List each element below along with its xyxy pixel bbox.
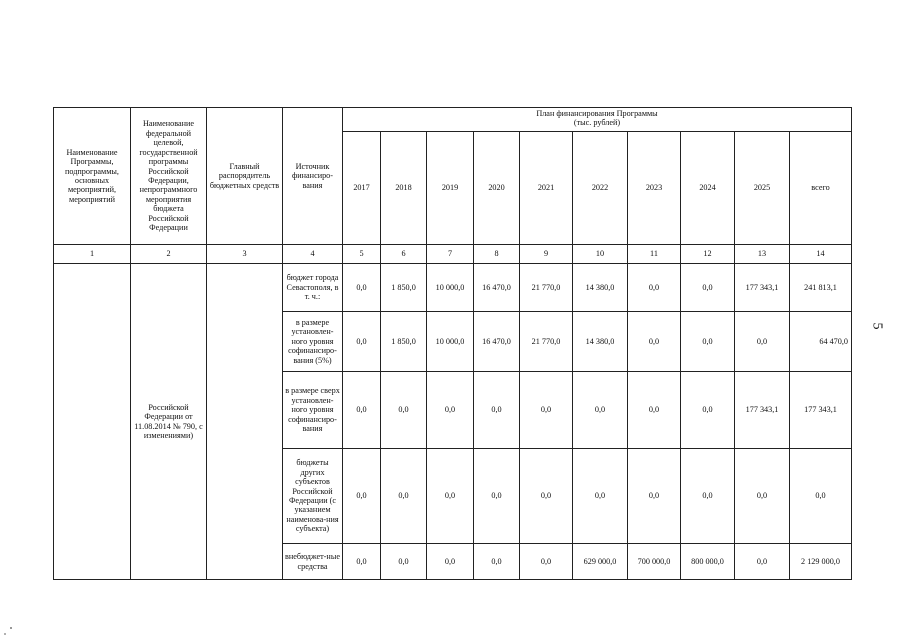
- value-cell: 800 000,0: [681, 544, 735, 580]
- value-cell: 0,0: [681, 264, 735, 312]
- year-header: 2017: [343, 132, 381, 245]
- value-cell: 0,0: [520, 449, 573, 544]
- year-header: 2022: [573, 132, 628, 245]
- scan-speck: [4, 633, 6, 635]
- value-cell: 0,0: [573, 449, 628, 544]
- value-cell: 0,0: [474, 544, 520, 580]
- program-name-cell: [54, 264, 131, 580]
- value-cell: 21 770,0: [520, 264, 573, 312]
- financing-table: [53, 107, 852, 580]
- plan-title: План финансирования Программы: [536, 109, 658, 118]
- year-header: 2018: [381, 132, 427, 245]
- value-cell: 21 770,0: [520, 312, 573, 372]
- federal-program-cell: Российской Федерации от 11.08.2014 № 790, с изменениями): [131, 264, 207, 580]
- value-cell: 0,0: [520, 544, 573, 580]
- source-cell: внебюджет-ные средства: [283, 544, 343, 580]
- header-budget-manager: Главный распорядитель бюджетных средств: [207, 108, 283, 245]
- value-cell: 0,0: [681, 372, 735, 449]
- value-cell: 10 000,0: [427, 264, 474, 312]
- budget-manager-cell: [207, 264, 283, 580]
- value-cell: 0,0: [427, 544, 474, 580]
- year-header: 2019: [427, 132, 474, 245]
- value-cell: 0,0: [343, 372, 381, 449]
- col-number: 8: [474, 245, 520, 264]
- col-number: 6: [381, 245, 427, 264]
- value-cell: 0,0: [474, 372, 520, 449]
- value-cell: 0,0: [381, 544, 427, 580]
- value-cell: 16 470,0: [474, 312, 520, 372]
- col-number: 1: [54, 245, 131, 264]
- page-number: 5: [869, 322, 885, 330]
- value-cell: 629 000,0: [573, 544, 628, 580]
- year-header: 2020: [474, 132, 520, 245]
- value-cell: 0,0: [343, 312, 381, 372]
- value-cell: 0,0: [628, 449, 681, 544]
- value-cell: 0,0: [343, 264, 381, 312]
- value-cell: 0,0: [735, 449, 790, 544]
- value-cell: 0,0: [343, 544, 381, 580]
- value-cell: 0,0: [343, 449, 381, 544]
- source-cell: в размере сверх установлен-ного уровня софинансиро-вания: [283, 372, 343, 449]
- year-header: 2023: [628, 132, 681, 245]
- total-cell: 0,0: [790, 449, 852, 544]
- value-cell: 14 380,0: [573, 264, 628, 312]
- year-header: 2021: [520, 132, 573, 245]
- col-number: 2: [131, 245, 207, 264]
- value-cell: 0,0: [427, 372, 474, 449]
- total-cell: 64 470,0: [790, 312, 852, 372]
- value-cell: 177 343,1: [735, 372, 790, 449]
- value-cell: 1 850,0: [381, 264, 427, 312]
- value-cell: 0,0: [628, 312, 681, 372]
- value-cell: 177 343,1: [735, 264, 790, 312]
- source-cell: бюджет города Севастополя, в т. ч.:: [283, 264, 343, 312]
- value-cell: 0,0: [520, 372, 573, 449]
- col-number: 10: [573, 245, 628, 264]
- header-federal-program: Наименование федеральной целевой, государственной программы Российской Федерации, непрограммного мероприятия бюджета Российской Федерации: [131, 108, 207, 245]
- value-cell: 0,0: [474, 449, 520, 544]
- source-cell: в размере установлен-ного уровня софинансиро-вания (5%): [283, 312, 343, 372]
- value-cell: 0,0: [735, 312, 790, 372]
- value-cell: 700 000,0: [628, 544, 681, 580]
- plan-unit: (тыс. рублей): [573, 118, 621, 128]
- col-number: 4: [283, 245, 343, 264]
- total-cell: 177 343,1: [790, 372, 852, 449]
- value-cell: 0,0: [735, 544, 790, 580]
- header-program-name: Наименование Программы, подпрограммы, основных мероприятий, мероприятий: [54, 108, 131, 245]
- col-number: 5: [343, 245, 381, 264]
- value-cell: 14 380,0: [573, 312, 628, 372]
- value-cell: 0,0: [628, 372, 681, 449]
- total-header: всего: [790, 132, 852, 245]
- value-cell: 16 470,0: [474, 264, 520, 312]
- value-cell: 0,0: [427, 449, 474, 544]
- col-number: 13: [735, 245, 790, 264]
- total-cell: 2 129 000,0: [790, 544, 852, 580]
- value-cell: 1 850,0: [381, 312, 427, 372]
- col-number: 7: [427, 245, 474, 264]
- total-cell: 241 813,1: [790, 264, 852, 312]
- col-number: 14: [790, 245, 852, 264]
- col-number: 11: [628, 245, 681, 264]
- header-plan: [343, 108, 852, 132]
- scan-speck: [10, 627, 12, 629]
- col-number: 3: [207, 245, 283, 264]
- value-cell: 0,0: [628, 264, 681, 312]
- value-cell: 0,0: [573, 372, 628, 449]
- value-cell: 0,0: [381, 372, 427, 449]
- year-header: 2024: [681, 132, 735, 245]
- col-number: 12: [681, 245, 735, 264]
- column-number-row: [54, 245, 852, 264]
- value-cell: 10 000,0: [427, 312, 474, 372]
- year-header: 2025: [735, 132, 790, 245]
- col-number: 9: [520, 245, 573, 264]
- table-row: [54, 264, 852, 312]
- value-cell: 0,0: [681, 312, 735, 372]
- header-funding-source: Источник финансиро-вания: [283, 108, 343, 245]
- value-cell: 0,0: [381, 449, 427, 544]
- source-cell: бюджеты других субъектов Российской Федерации (с указанием наименова-ния субъекта): [283, 449, 343, 544]
- value-cell: 0,0: [681, 449, 735, 544]
